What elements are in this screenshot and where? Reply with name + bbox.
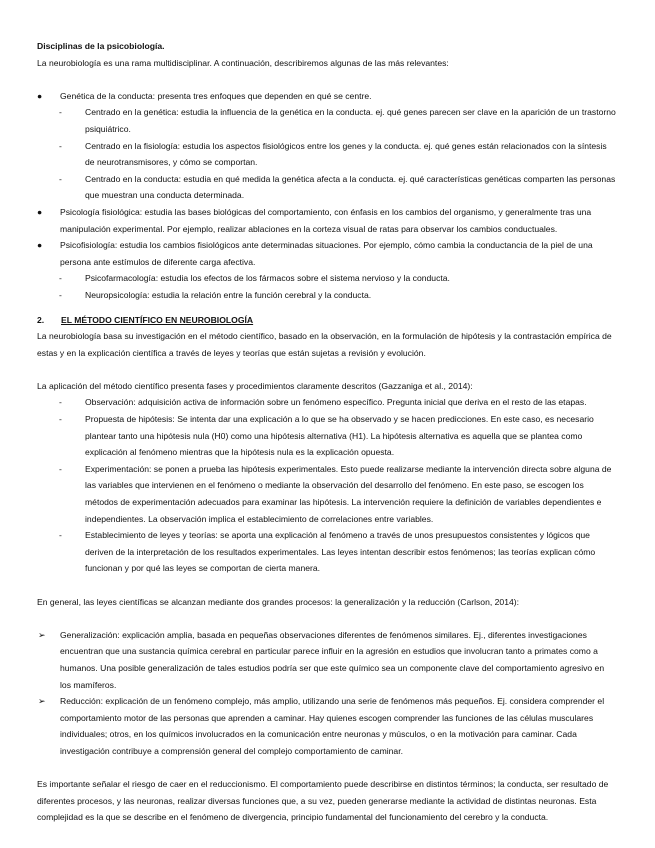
document-page — [37, 38, 617, 826]
bullet-marker: ● — [37, 206, 43, 217]
dash-marker: - — [59, 273, 62, 284]
sub-item-text: Neuropsicología: estudia la relación entre la función cerebral y la conducta. — [85, 289, 372, 300]
sub-item-text: Centrado en la conducta: estudia en qué medida la genética afecta a la conducta. ej. qué características genéticas comparten las personas que muestran una conducta determinada. — [85, 173, 616, 201]
bullet-item-genetica — [37, 88, 617, 105]
sub-item — [37, 270, 617, 287]
arrow-marker: ➢ — [38, 696, 46, 707]
spacer — [37, 577, 617, 594]
bullet-item-psicofisiologia — [37, 237, 617, 270]
processes-intro: En general, las leyes científicas se alcanzan mediante dos grandes procesos: la generalización y la reducción (Carlson, 2014): — [37, 596, 519, 607]
phase-item-leyes-teorias — [37, 527, 617, 577]
intro-paragraph: La neurobiología es una rama multidisciplinar. A continuación, describiremos algunas de las más relevantes: — [37, 57, 449, 68]
method-paragraph: La neurobiología basa su investigación en el método científico, basado en la observación, en la formulación de hipótesis y la contrastación empírica de estas y en la explicación científica a través de leyes y teorías que están sujetas a revisión y evolución. — [37, 331, 612, 358]
spacer — [37, 304, 617, 312]
phase-text: Propuesta de hipótesis: Se intenta dar una explicación a lo que se ha observado y se hacen predicciones. En este caso, es necesario plantear tanto una hipótesis nula (H0) como una hipótesis alternativa (H1). La hipótesis alternativa es aquella que se plantea como explicación al fenómeno mientras que la hipótesis nula es la explicación opuesta. — [85, 414, 594, 458]
spacer — [37, 71, 617, 88]
bullet-marker: ● — [37, 240, 43, 251]
bullet-text: Genética de la conducta: presenta tres enfoques que dependen en qué se centre. — [60, 90, 372, 101]
bullet-item-psicologia-fisiologica — [37, 204, 617, 237]
process-text: Reducción: explicación de un fenómeno complejo, más amplio, utilizando una serie de fenómenos más pequeños. Ej. considera comprender el comportamiento motor de las personas que aprenden a caminar. Hay quienes escogen comprender las funciones de las células musculares individuales; otros, en los químicos involucrados en la comunicación entre neuronas y músculos, o en la motivación para caminar. Cada investigación contribuye a comprensión general del complejo comportamiento de caminar. — [60, 696, 605, 756]
dash-marker: - — [59, 397, 62, 408]
spacer — [37, 610, 617, 627]
dash-marker: - — [59, 289, 62, 300]
dash-marker: - — [59, 107, 62, 118]
process-text: Generalización: explicación amplia, basada en pequeñas observaciones diferentes de fenómenos similares. Ej., diferentes investigaciones encuentran que una sustancia química cerebral en particular parece influir en la agresión en estudios que involucran tanto a primates como a humanos. Una posible generalización de tales estudios podría ser que este químico sea un componente clave del comportamiento agresivo en los mamíferos. — [60, 629, 605, 690]
sub-item — [37, 104, 617, 137]
section-heading: Disciplinas de la psicobiología. — [37, 41, 165, 51]
section-number: 2. — [37, 314, 45, 325]
bullet-text: Psicofisiología: estudia los cambios fisiológicos ante determinadas situaciones. Por ejemplo, cómo cambia la conductancia de la piel de una persona ante estímulos de diferente carga afectiva. — [60, 240, 593, 267]
bullet-marker: ● — [37, 90, 43, 101]
sub-item-text: Psicofarmacología: estudia los efectos de los fármacos sobre el sistema nervioso y la conducta. — [85, 273, 450, 284]
sub-item-text: Centrado en la fisiología: estudia los aspectos fisiológicos entre los genes y la conducta. ej. qué genes están relacionados con la síntesis de neurotransmisores, y cómo se comportan. — [85, 140, 607, 168]
phases-intro: La aplicación del método científico presenta fases y procedimientos claramente descritos (Gazzaniga et al., 2014): — [37, 380, 473, 391]
process-item-reduccion — [37, 693, 617, 759]
spacer — [37, 361, 617, 378]
dash-marker: - — [59, 414, 62, 425]
sub-item — [37, 138, 617, 171]
phase-text: Observación: adquisición activa de información sobre un fenómeno específico. Pregunta inicial que deriva en el resto de las etapas. — [85, 397, 587, 408]
phase-text: Experimentación: se ponen a prueba las hipótesis experimentales. Esto puede realizarse mediante la intervención directa sobre alguna de las variables que intervienen en el fenómeno o mediante la observación del desarrollo del fenómeno. En este paso, se escogen los métodos de experimentación adecuados para examinar las hipótesis. La intervención requiere la definición de variables dependientes e independientes. La observación implica el establecimiento de correlaciones entre variables. — [85, 463, 612, 524]
sub-item-text: Centrado en la genética: estudia la influencia de la genética en la conducta. ej. qué genes parecen ser clave en la aparición de un trastorno psiquiátrico. — [85, 107, 616, 134]
process-item-generalizacion — [37, 627, 617, 693]
phase-item-hipotesis — [37, 411, 617, 461]
section-title: EL MÉTODO CIENTÍFICO EN NEUROBIOLOGÍA — [61, 314, 254, 325]
arrow-marker: ➢ — [38, 629, 46, 640]
sub-item — [37, 171, 617, 204]
dash-marker: - — [59, 173, 62, 184]
sub-item — [37, 287, 617, 304]
phase-item-experimentacion — [37, 461, 617, 527]
dash-marker: - — [59, 140, 62, 151]
spacer — [37, 760, 617, 777]
reductionism-paragraph: Es importante señalar el riesgo de caer en el reduccionismo. El comportamiento puede describirse en distintos términos; la conducta, ser resultado de diferentes procesos, y las neuronas, realizar diversas funciones que, a su vez, pueden generarse mediante la actividad de distintas neuronas. Esta complejidad es la que se describe en el fenómeno de divergencia, principio fundamental del funcionamiento del cerebro y la conducta. — [37, 779, 609, 823]
bullet-text: Psicología fisiológica: estudia las bases biológicas del comportamiento, con énfasis en los cambios del organismo, y generalmente tras una manipulación experimental. Por ejemplo, realizar ablaciones en la corteza visual de ratas para observar los cambios conductuales. — [60, 206, 592, 234]
phase-text: Establecimiento de leyes y teorías: se aporta una explicación al fenómeno a través de unos presupuestos consistentes y lógicos que deriven de la interpretación de los resultados experimentales. Las leyes intentan describir estos fenómenos; las teorías explican cómo funcionan y por qué las leyes se comportan de cierta manera. — [85, 530, 596, 574]
phase-item-observacion — [37, 394, 617, 411]
dash-marker: - — [59, 463, 62, 474]
dash-marker: - — [59, 530, 62, 541]
section-2-heading — [37, 312, 617, 329]
